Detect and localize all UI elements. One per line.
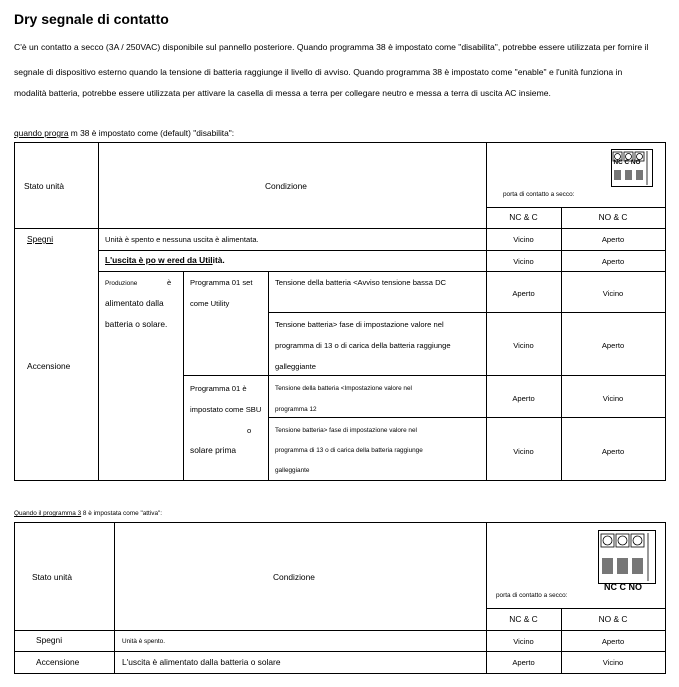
table2-off-noc: Aperto bbox=[601, 637, 625, 646]
intro-line-1: C'è un contatto a secco (3A / 250VAC) disponibile sul pannello posteriore. Quando programma 38 è impostato come "disabilita", potrebbe essere utilizzata per fornire il bbox=[14, 42, 649, 52]
table2-off-ncc: Vicino bbox=[513, 637, 534, 646]
row-d-line-1: Tensione batteria> fase di impostazione valore nel bbox=[275, 427, 417, 434]
row-c-line-2: programma 12 bbox=[275, 406, 317, 413]
prog01-sbu-4: solare prima bbox=[190, 445, 237, 455]
relay-terminal-icon bbox=[611, 149, 653, 187]
relay-terminal-icon bbox=[598, 530, 656, 584]
row-d-ncc: Vicino bbox=[513, 447, 534, 456]
table2-on-state: Accensione bbox=[36, 657, 80, 667]
table1-header-ncc: NC & C bbox=[509, 212, 538, 222]
prog01-sbu-3: o bbox=[247, 426, 252, 435]
row-a-condition: Tensione della batteria <Avviso tensione bassa DC bbox=[275, 278, 447, 287]
table2-caption-rest: 8 è impostata come "attiva": bbox=[81, 510, 163, 517]
table1-off-noc: Aperto bbox=[601, 235, 625, 244]
table1-caption bbox=[14, 128, 234, 138]
intro-line-2: segnale di dispositivo esterno quando la tensione di batteria raggiunge il livello di avviso. Quando programma 38 è impostato come "enable" e l'unità funziona in bbox=[14, 67, 623, 77]
row-b-ncc: Vicino bbox=[513, 341, 534, 350]
row-b-line-2: programma di 13 o di carica della batteria raggiunge bbox=[275, 341, 451, 350]
table2-header-condition: Condizione bbox=[273, 572, 315, 582]
utility-part-b: w bbox=[155, 255, 165, 265]
table2-header-state: Stato unità bbox=[32, 572, 73, 582]
utility-part-c: ered da Util bbox=[164, 255, 213, 265]
row-d-line-2: programma di 13 o di carica della batteria raggiunge bbox=[275, 447, 423, 454]
row-a-noc: Vicino bbox=[602, 289, 624, 298]
table2-relay-labels: NC C NO bbox=[604, 582, 642, 592]
table1-header-port: porta di contatto a secco: bbox=[503, 191, 575, 198]
row-a-ncc: Aperto bbox=[512, 289, 535, 298]
row-c-line-1: Tensione della batteria <Impostazione valore nel bbox=[275, 385, 412, 392]
table2-header-ncc: NC & C bbox=[509, 614, 538, 624]
row-c-noc: Vicino bbox=[602, 394, 624, 403]
table1-off-condition: Unità è spento e nessuna uscita è alimentata. bbox=[105, 235, 259, 244]
row-b-noc: Aperto bbox=[601, 341, 625, 350]
table2-header-noc: NO & C bbox=[598, 614, 628, 624]
table1-relay-labels: NC C NO bbox=[613, 159, 641, 166]
table1-utility-ncc: Vicino bbox=[513, 257, 534, 266]
intro-line-3: modalità batteria, potrebbe essere utilizzata per attivare la casella di messa a terra per collegare neutro e messa a terra di uscita AC insieme. bbox=[14, 88, 551, 98]
prog01-utility-1: Programma 01 set bbox=[190, 278, 253, 287]
table1-utility-condition bbox=[105, 255, 225, 266]
prog01-sbu-2: impostato come SBU bbox=[190, 405, 262, 414]
battery-label-1b: è bbox=[167, 278, 172, 287]
table1-off-state: Spegni bbox=[27, 234, 54, 244]
table1-caption-rest: m 38 è impostato come (default) "disabilita": bbox=[68, 128, 235, 138]
table1-on-state: Accensione bbox=[27, 361, 71, 371]
table1-off-ncc: Vicino bbox=[513, 235, 534, 244]
table1-header-condition: Condizione bbox=[265, 181, 307, 191]
table1-utility-noc: Aperto bbox=[601, 257, 625, 266]
row-d-line-3: galleggiante bbox=[275, 467, 310, 474]
table2-on-condition: L'uscita è alimentato dalla batteria o solare bbox=[122, 657, 281, 667]
battery-label-3: batteria o solare. bbox=[105, 319, 168, 329]
table2-on-noc: Vicino bbox=[602, 658, 624, 667]
prog01-utility-2: come Utility bbox=[190, 299, 230, 308]
table1-caption-underlined: quando progra bbox=[14, 128, 69, 138]
table2-off-condition: Unità è spento. bbox=[122, 638, 165, 645]
row-d-noc: Aperto bbox=[601, 447, 625, 456]
page-title: Dry segnale di contatto bbox=[14, 11, 169, 27]
row-b-line-3: galleggiante bbox=[275, 362, 316, 371]
row-c-ncc: Aperto bbox=[512, 394, 535, 403]
row-b-line-1: Tensione batteria> fase di impostazione valore nel bbox=[275, 320, 444, 329]
table2-on-ncc: Aperto bbox=[512, 658, 535, 667]
table2-off-state: Spegni bbox=[36, 635, 63, 645]
battery-label-1: Produzione bbox=[105, 280, 138, 287]
prog01-sbu-1: Programma 01 è bbox=[190, 384, 247, 393]
table2-caption bbox=[14, 510, 162, 517]
table2-header-port: porta di contatto a secco: bbox=[496, 592, 568, 599]
table2-caption-underlined: Quando il programma 3 bbox=[14, 510, 82, 517]
table1-header-state: Stato unità bbox=[24, 181, 65, 191]
battery-label-2: alimentato dalla bbox=[105, 298, 164, 308]
utility-part-d: ità. bbox=[212, 255, 225, 265]
utility-part-a: L'uscita è po bbox=[105, 255, 156, 265]
table1-header-noc: NO & C bbox=[598, 212, 628, 222]
